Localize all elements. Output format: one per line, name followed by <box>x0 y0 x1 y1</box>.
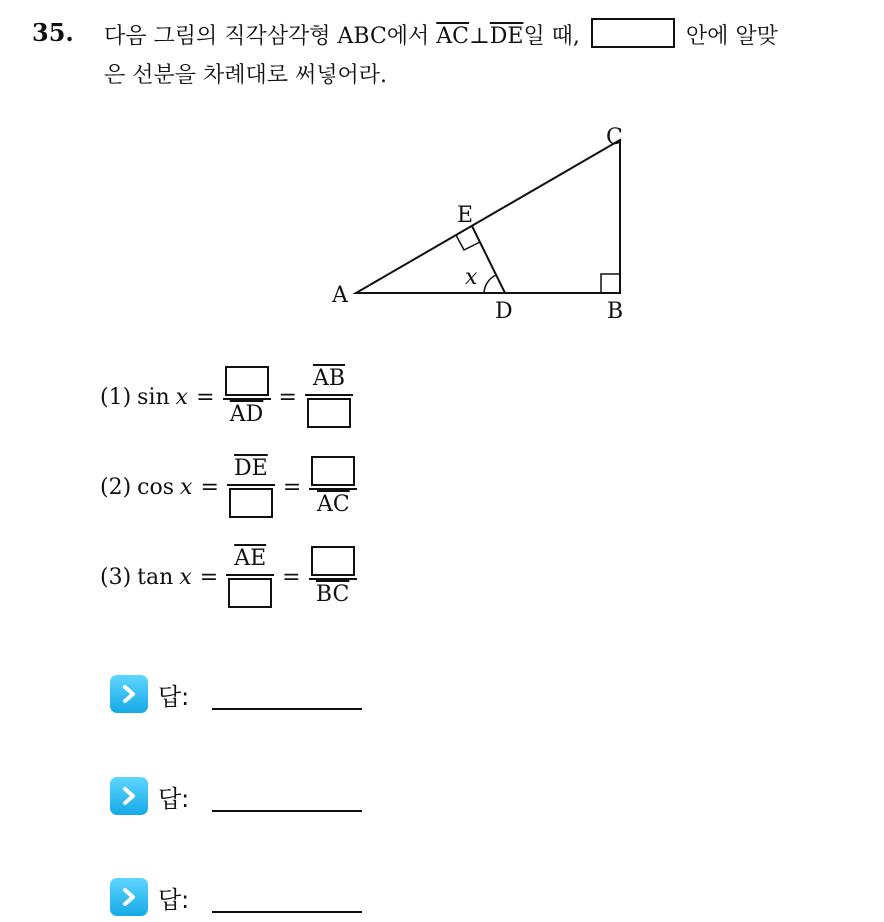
fraction <box>226 546 274 608</box>
equals-sign: = <box>196 384 215 410</box>
chevron-right-icon <box>110 675 148 713</box>
triangle-figure <box>320 110 640 330</box>
answer-row-2 <box>110 777 362 815</box>
question-line-1 <box>104 18 778 50</box>
segment-ac: $\overline{AC}$ <box>436 24 470 49</box>
question-text-b: 일 때, <box>523 24 587 49</box>
answer-input-line[interactable] <box>212 708 362 710</box>
fraction <box>309 546 357 608</box>
label-a: A <box>332 283 348 308</box>
chevron-right-icon <box>110 878 148 916</box>
blank-box <box>591 18 675 48</box>
segment-label: $\overline{AB}$ <box>312 366 345 391</box>
triangle-abc <box>356 140 620 293</box>
answer-label: 답: <box>158 885 190 914</box>
answer-box <box>311 456 355 486</box>
fraction <box>227 456 275 518</box>
segment-label: $\overline{DE}$ <box>234 456 268 481</box>
equation-number: (2) <box>100 474 132 500</box>
right-angle-b <box>601 274 620 293</box>
fraction-bar <box>309 488 357 490</box>
function-name: cos <box>137 474 175 500</box>
fraction-bar <box>305 394 353 396</box>
answer-box <box>228 578 272 608</box>
function-name: tan <box>137 564 174 590</box>
equation-number: (3) <box>100 564 132 590</box>
chevron-right-icon <box>110 777 148 815</box>
answer-box <box>311 546 355 576</box>
answer-row-1 <box>110 675 362 713</box>
function-name: sin <box>137 384 170 410</box>
fraction-bar <box>223 398 271 400</box>
label-b: B <box>607 299 624 324</box>
label-c: C <box>606 125 623 150</box>
angle-arc-x <box>484 275 496 293</box>
equals-sign: = <box>278 384 297 410</box>
equals-sign: = <box>282 564 301 590</box>
answer-box <box>225 366 269 396</box>
equals-sign: = <box>282 474 302 500</box>
answer-label: 답: <box>158 784 190 813</box>
fraction-bar <box>226 574 274 576</box>
segment-label: $\overline{AC}$ <box>316 492 350 517</box>
equation-2 <box>100 456 357 518</box>
fraction <box>223 366 271 428</box>
question-text-a: 다음 그림의 직각삼각형 ABC에서 <box>104 24 437 49</box>
variable: x <box>175 384 189 410</box>
answer-input-line[interactable] <box>212 810 362 812</box>
label-e: E <box>457 203 474 228</box>
equation-1 <box>100 366 353 428</box>
equation-number: (1) <box>100 384 132 410</box>
triangle-diagram <box>320 110 640 330</box>
equals-sign: = <box>199 564 219 590</box>
segment-de: $\overline{DE}$ <box>489 24 524 49</box>
segment-label: $\overline{BC}$ <box>315 582 350 607</box>
fraction-bar <box>227 484 275 486</box>
answer-input-line[interactable] <box>212 911 362 913</box>
question-line-2: 은 선분을 차례대로 써넣어라. <box>104 63 387 88</box>
segment-label: $\overline{AE}$ <box>234 546 267 571</box>
right-angle-e <box>456 235 480 250</box>
equals-sign: = <box>200 474 219 500</box>
fraction <box>305 366 353 428</box>
problem-number: 35. <box>32 18 74 47</box>
fraction-bar <box>309 578 357 580</box>
answer-row-3 <box>110 878 362 916</box>
answer-box <box>229 488 273 518</box>
perp-symbol: ⊥ <box>469 24 490 49</box>
answer-label: 답: <box>158 682 190 711</box>
variable: x <box>179 564 192 590</box>
segment-label: $\overline{AD}$ <box>229 402 264 427</box>
equation-3 <box>100 546 357 608</box>
label-x: x <box>465 265 478 290</box>
fraction <box>309 456 357 518</box>
variable: x <box>180 474 193 500</box>
question-text-c: 안에 알맞 <box>678 24 778 49</box>
label-d: D <box>495 299 513 324</box>
answer-box <box>307 398 351 428</box>
